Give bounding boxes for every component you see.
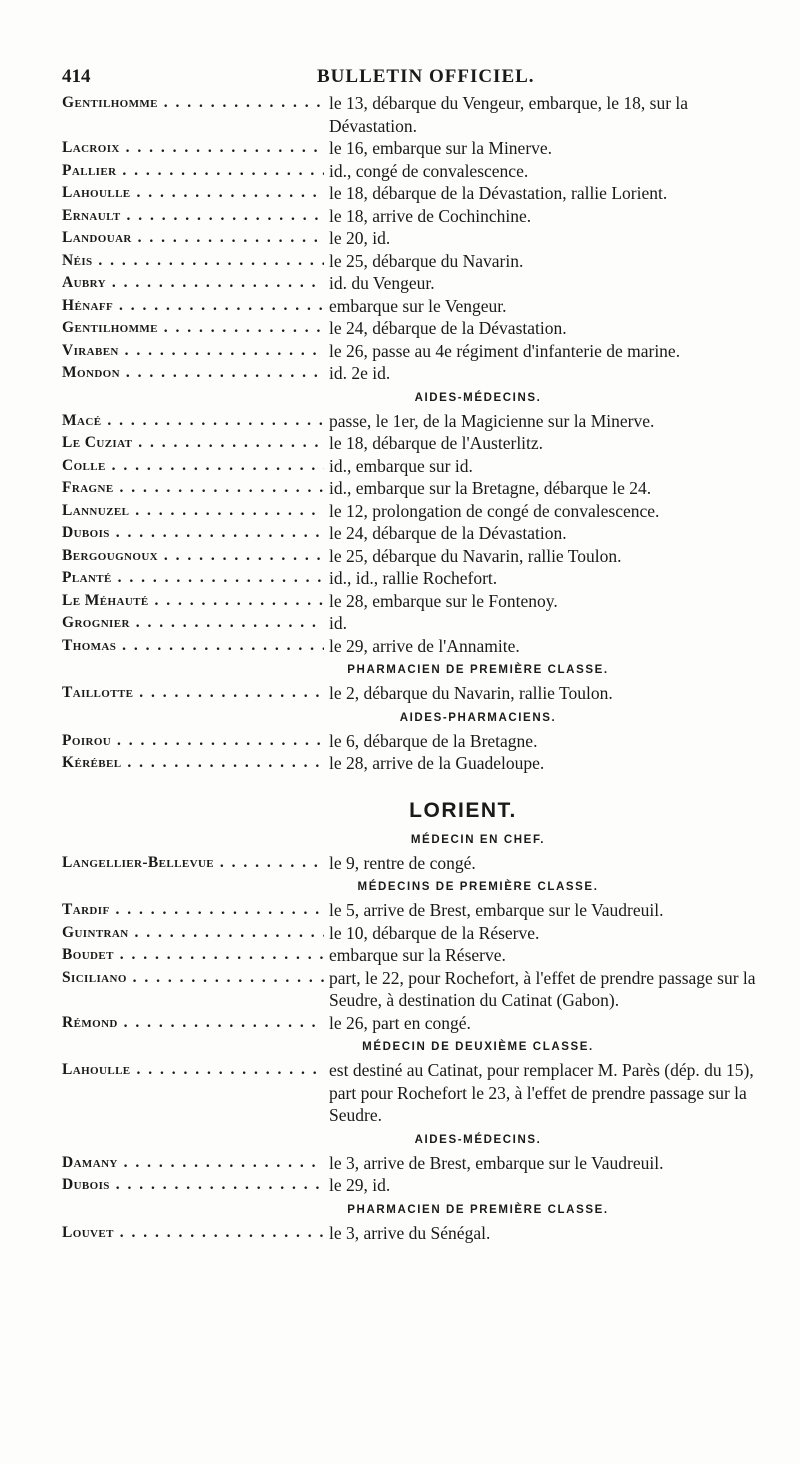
entry-text: part, le 22, pour Rochefort, à l'effet de prendre passage sur la Seudre, à destination du Catinat (Gabon). [329,967,756,1010]
entry-row [62,1059,774,1127]
entry-text: le 24, débarque de la Dévastation. [329,523,567,543]
entry-text: le 20, id. [329,228,391,248]
section-heading: MÉDECIN DE DEUXIÈME CLASSE. [362,1041,594,1053]
section-heading: PHARMACIEN DE PREMIÈRE CLASSE. [347,664,609,676]
entry-row [62,752,774,775]
person-name: Tardif . . . [62,899,324,922]
person-name: Le Cuziat . . . [62,432,324,455]
entry-text: embarque sur le Vengeur. [329,295,507,316]
person-name: Boudet . . . [62,944,324,967]
person-name: Lannuzel . . . [62,500,324,523]
person-name: Viraben . . . [62,340,324,363]
entry-row [62,1174,774,1197]
entry-text: embarque sur la Réserve. [329,945,506,965]
entry-text: le 16, embarque sur la Minerve. [329,138,553,158]
entry-text: le 10, débarque de la Réserve. [329,922,540,943]
entry-row [62,362,774,385]
entry-row [62,922,774,945]
person-name: Macé . . . [62,410,324,433]
city-heading: LORIENT. [409,798,517,822]
person-name: Fragne . . . [62,477,324,500]
entry-row [62,967,774,1012]
entry-row [62,317,774,340]
entry-text: passe, le 1er, de la Magicienne sur la Minerve. [329,410,655,431]
entry-row [62,635,774,658]
entry-row [62,340,774,363]
entry-row [62,899,774,922]
person-name: Mondon . . . [62,362,324,385]
person-name: Colle . . . [62,455,324,478]
entry-text: le 13, débarque du Vengeur, embarque, le 18, sur la Dévastation. [329,93,689,136]
person-name: Planté . . . [62,567,324,590]
page-header [62,58,774,92]
entry-text: id., embarque sur id. [329,455,473,476]
entry-text: le 25, débarque du Navarin, rallie Toulon. [329,545,622,566]
entry-text: le 2, débarque du Navarin, rallie Toulon. [329,683,613,703]
entry-text: le 12, prolongation de congé de convalescence. [329,500,660,521]
entry-row [62,567,774,590]
section-heading: MÉDECIN EN CHEF. [410,833,546,846]
person-name: Lahoulle . . . [62,1059,324,1082]
entry-row [62,455,774,478]
entry-text: le 28, embarque sur le Fontenoy. [329,590,558,611]
entry-row [62,730,774,753]
section-heading: AIDES-MÉDECINS. [414,1133,542,1146]
entry-row [62,432,774,455]
entry-row [62,682,774,705]
entry-row [62,500,774,523]
entry-text: le 3, arrive de Brest, embarque sur le Vaudreuil. [329,1152,664,1173]
entry-row [62,227,774,250]
person-name: Bergougnoux . . . [62,545,324,568]
person-name: Guintran . . . [62,922,324,945]
entry-row [62,522,774,545]
entry-text: le 29, arrive de l'Annamite. [329,635,520,656]
person-name: Dubois . . . [62,522,324,545]
entry-row [62,92,774,137]
entry-row [62,250,774,273]
entry-row [62,612,774,635]
brest-personnel-list [62,92,774,775]
entry-row [62,852,774,875]
entry-text: le 6, débarque de la Bretagne. [329,730,538,751]
entry-text: id. du Vengeur. [329,273,435,293]
entry-text: le 18, arrive de Cochinchine. [329,205,532,226]
entry-row [62,160,774,183]
person-name: Grognier . . . [62,612,324,635]
entry-row [62,295,774,318]
entry-text: le 3, arrive du Sénégal. [329,1222,491,1243]
person-name: Poirou . . . [62,730,324,753]
entry-text: id., embarque sur la Bretagne, débarque le 24. [329,478,652,498]
person-name: Taillotte . . . [62,682,324,705]
person-name: Lacroix . . . [62,137,324,160]
entry-text: le 5, arrive de Brest, embarque sur le Vaudreuil. [329,900,664,920]
document-page [62,58,774,1244]
entry-text: le 9, rentre de congé. [329,852,476,873]
entry-row [62,1012,774,1035]
entry-row [62,272,774,295]
person-name: Ernault . . . [62,205,324,228]
entry-row [62,137,774,160]
person-name: Louvet . . . [62,1222,324,1245]
entry-text: id. [329,613,347,633]
entry-text: le 26, passe au 4e régiment d'infanterie de marine. [329,340,681,361]
section-heading: AIDES-MÉDECINS. [414,391,542,404]
entry-row [62,182,774,205]
person-name: Gentilhomme . . . [62,92,324,115]
person-name: Gentilhomme . . . [62,317,324,340]
person-name: Landouar . . . [62,227,324,250]
entry-text: le 29, id. [329,1175,391,1195]
page-title: BULLETIN OFFICIEL. [317,66,535,87]
person-name: Hénaff . . . [62,295,324,318]
person-name: Lahoulle . . . [62,182,324,205]
entry-text: le 28, arrive de la Guadeloupe. [329,753,545,773]
lorient-personnel-list [62,831,774,1245]
person-name: Rémond . . . [62,1012,324,1035]
person-name: Langellier-Bellevue . . . [62,852,324,875]
entry-text: id., id., rallie Rochefort. [329,568,498,588]
person-name: Néis . . . [62,250,324,273]
section-heading: MÉDECINS DE PREMIÈRE CLASSE. [357,881,599,893]
person-name: Aubry . . . [62,272,324,295]
entry-row [62,545,774,568]
entry-text: le 18, débarque de la Dévastation, rallie Lorient. [329,183,668,203]
entry-row [62,1222,774,1245]
entry-text: le 26, part en congé. [329,1012,471,1033]
entry-row [62,410,774,433]
person-name: Le Méhauté . . . [62,590,324,613]
person-name: Kérébel . . . [62,752,324,775]
entry-text: est destiné au Catinat, pour remplacer M. Parès (dép. du 15), part pour Rochefort le 23, à l'effet de prendre passage sur la Seudre. [329,1060,754,1125]
person-name: Damany . . . [62,1152,324,1175]
section-heading: PHARMACIEN DE PREMIÈRE CLASSE. [347,1203,609,1216]
section-heading: AIDES-PHARMACIENS. [399,711,557,724]
entry-row [62,590,774,613]
entry-text: le 24, débarque de la Dévastation. [329,318,567,338]
page-number: 414 [62,66,91,87]
entry-text: id., congé de convalescence. [329,160,529,181]
entry-text: le 25, débarque du Navarin. [329,250,524,271]
entry-row [62,944,774,967]
entry-row [62,477,774,500]
entry-text: le 18, débarque de l'Austerlitz. [329,433,544,453]
person-name: Thomas . . . [62,635,324,658]
person-name: Dubois . . . [62,1174,324,1197]
entry-row [62,205,774,228]
person-name: Pallier . . . [62,160,324,183]
person-name: Siciliano . . . [62,967,324,990]
entry-row [62,1152,774,1175]
entry-text: id. 2e id. [329,363,391,383]
